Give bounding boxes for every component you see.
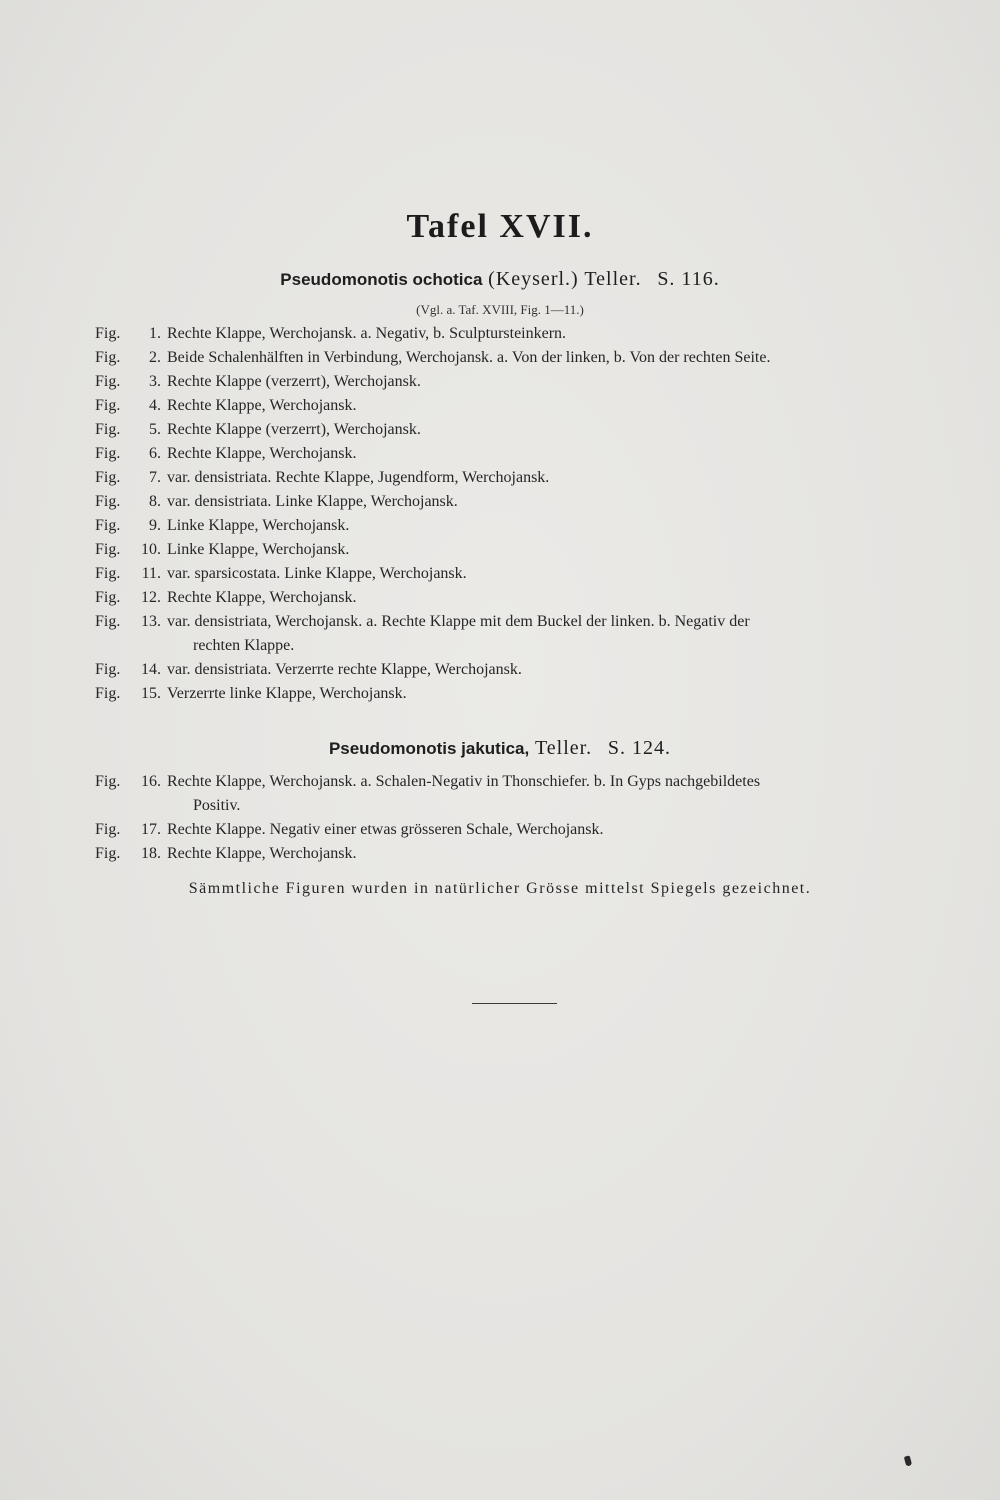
figure-caption	[164, 418, 940, 442]
figure-entry	[95, 538, 940, 562]
figure-number: 17.	[141, 821, 161, 838]
figure-caption	[164, 658, 940, 682]
figure-entry	[95, 610, 940, 658]
figure-entry	[95, 818, 940, 842]
figure-number: 5.	[149, 421, 161, 438]
figure-label: Fig.	[95, 373, 121, 390]
figure-entry	[95, 370, 940, 394]
figure-caption-line: Rechte Klappe, Werchojansk.	[167, 397, 357, 414]
figure-number: 12.	[141, 589, 161, 606]
figure-label: Fig.	[95, 613, 121, 630]
figure-caption	[164, 770, 940, 818]
figure-number: 2.	[149, 349, 161, 366]
figure-entry	[95, 346, 940, 370]
figure-caption-line: Linke Klappe, Werchojansk.	[167, 541, 350, 558]
figure-number: 7.	[149, 469, 161, 486]
figure-number: 18.	[141, 845, 161, 862]
figure-number: 14.	[141, 661, 161, 678]
figure-label: Fig.	[95, 821, 121, 838]
figure-number: 8.	[149, 493, 161, 510]
figure-number: 6.	[149, 445, 161, 462]
species-author: (Keyserl.) Teller.	[488, 268, 642, 290]
figure-caption	[164, 322, 940, 346]
page-reference: S. 124.	[607, 737, 672, 759]
figure-label: Fig.	[95, 517, 121, 534]
figure-entry	[95, 418, 940, 442]
figure-caption-line: var. densistriata. Verzerrte rechte Klappe, Werchojansk.	[167, 661, 522, 678]
figure-label: Fig.	[95, 661, 121, 678]
section-heading-ochotica	[0, 268, 1000, 291]
figure-label: Fig.	[95, 493, 121, 510]
figure-caption	[164, 346, 940, 370]
figure-caption-line: Rechte Klappe, Werchojansk.	[167, 445, 357, 462]
figure-entry	[95, 562, 940, 586]
figure-caption	[164, 682, 940, 706]
figure-caption-continuation: Positiv.	[193, 797, 241, 814]
figure-caption	[164, 562, 940, 586]
figure-caption	[164, 394, 940, 418]
figure-caption-line: var. densistriata, Werchojansk. a. Rechte Klappe mit dem Buckel der linken. b. Negativ der	[167, 613, 750, 630]
figure-caption	[164, 842, 940, 866]
figure-label: Fig.	[95, 325, 121, 342]
figure-list-jakutica	[95, 770, 940, 866]
figure-caption-line: Beide Schalenhälften in Verbindung, Werchojansk. a. Von der linken, b. Von der rechten Seite.	[167, 349, 771, 366]
figure-caption-continuation: rechten Klappe.	[193, 637, 295, 654]
section-heading-jakutica	[0, 737, 1000, 760]
figure-number: 15.	[141, 685, 161, 702]
plate-title: Tafel XVII.	[406, 208, 594, 245]
figure-caption-line: var. densistriata. Rechte Klappe, Jugendform, Werchojansk.	[167, 469, 550, 486]
figure-caption	[164, 586, 940, 610]
figure-number: 9.	[149, 517, 161, 534]
figure-entry	[95, 842, 940, 866]
species-author: Teller.	[534, 737, 593, 759]
figure-caption	[164, 538, 940, 562]
figure-caption-line: Rechte Klappe, Werchojansk. a. Schalen-Negativ in Thonschiefer. b. In Gyps nachgebildetes	[167, 773, 761, 790]
cross-reference-note: (Vgl. a. Taf. XVIII, Fig. 1—11.)	[416, 302, 584, 317]
figure-list-ochotica	[95, 322, 940, 706]
figure-caption-line: Rechte Klappe, Werchojansk.	[167, 589, 357, 606]
figure-caption	[164, 466, 940, 490]
figure-entry	[95, 394, 940, 418]
figure-number: 10.	[141, 541, 161, 558]
figure-entry	[95, 586, 940, 610]
figure-caption-line: Rechte Klappe (verzerrt), Werchojansk.	[167, 421, 421, 438]
figure-label: Fig.	[95, 445, 121, 462]
figure-entry	[95, 514, 940, 538]
figure-caption	[164, 370, 940, 394]
figure-entry	[95, 490, 940, 514]
figure-entry	[95, 322, 940, 346]
figure-caption-line: Rechte Klappe (verzerrt), Werchojansk.	[167, 373, 421, 390]
figure-caption	[164, 442, 940, 466]
figure-entry	[95, 658, 940, 682]
figure-number: 13.	[141, 613, 161, 630]
figure-entry	[95, 770, 940, 818]
end-rule	[472, 1003, 557, 1004]
figure-number: 11.	[141, 565, 161, 582]
figure-number: 3.	[149, 373, 161, 390]
figure-caption	[164, 514, 940, 538]
figure-caption-line: var. sparsicostata. Linke Klappe, Werchojansk.	[167, 565, 467, 582]
figure-label: Fig.	[95, 845, 121, 862]
figure-number: 4.	[149, 397, 161, 414]
figure-caption-line: Rechte Klappe, Werchojansk. a. Negativ, b. Sculptursteinkern.	[167, 325, 567, 342]
figure-caption-line: Rechte Klappe, Werchojansk.	[167, 845, 357, 862]
figure-label: Fig.	[95, 685, 121, 702]
figure-label: Fig.	[95, 541, 121, 558]
figure-label: Fig.	[95, 349, 121, 366]
figure-entry	[95, 466, 940, 490]
figure-number: 16.	[141, 773, 161, 790]
figure-entry	[95, 442, 940, 466]
figure-caption	[164, 490, 940, 514]
figure-caption	[164, 610, 940, 658]
figure-label: Fig.	[95, 469, 121, 486]
species-name: Pseudomonotis ochotica	[280, 270, 483, 289]
figure-label: Fig.	[95, 565, 121, 582]
figure-caption	[164, 818, 940, 842]
figure-label: Fig.	[95, 397, 121, 414]
figure-entry	[95, 682, 940, 706]
ink-mark	[904, 1455, 912, 1466]
figure-number: 1.	[149, 325, 161, 342]
figure-label: Fig.	[95, 421, 121, 438]
closing-note: Sämmtliche Figuren wurden in natürlicher Grösse mittelst Spiegels gezeichnet.	[188, 880, 812, 897]
figure-label: Fig.	[95, 773, 121, 790]
figure-caption-line: var. densistriata. Linke Klappe, Werchojansk.	[167, 493, 458, 510]
figure-caption-line: Verzerrte linke Klappe, Werchojansk.	[167, 685, 407, 702]
figure-label: Fig.	[95, 589, 121, 606]
figure-caption-line: Linke Klappe, Werchojansk.	[167, 517, 350, 534]
figure-caption-line: Rechte Klappe. Negativ einer etwas grösseren Schale, Werchojansk.	[167, 821, 604, 838]
page-reference: S. 116.	[657, 268, 720, 290]
species-name: Pseudomonotis jakutica,	[328, 739, 530, 758]
